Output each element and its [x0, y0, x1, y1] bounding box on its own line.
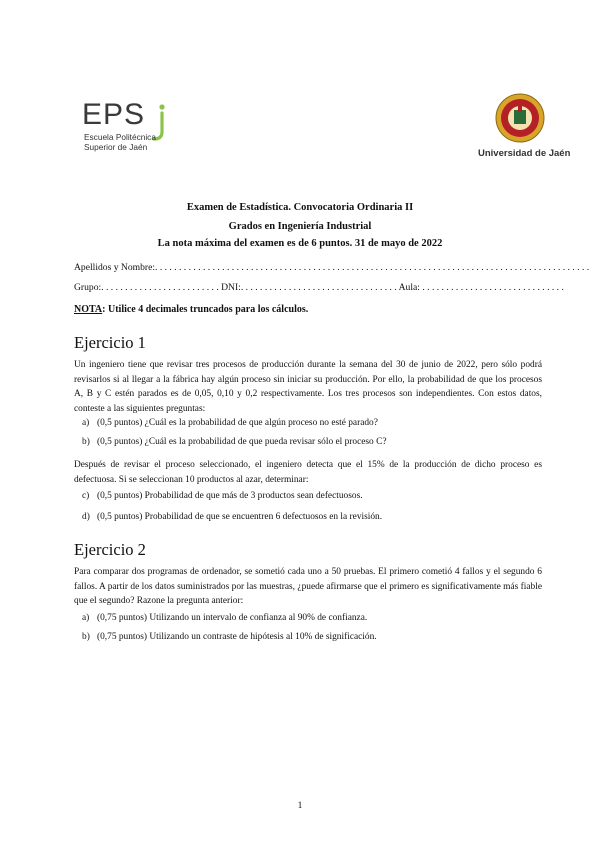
name-dots: . . . . . . . . . . . . . . . . . . . . . . . . . . . . . . . . . . . . . . . . . . . . . . . . . . . . . . . . . . . . . . . . . . . . . . . . . . . . . . . . . . . . . . . . . . . — [155, 262, 590, 273]
dni-dots: . . . . . . . . . . . . . . . . . . . . . . . . . . . . . . . . . — [240, 282, 397, 293]
ejercicio1-item-d — [82, 512, 382, 522]
exam-info: La nota máxima del examen es de 6 puntos. 31 de mayo de 2022 — [157, 238, 443, 249]
eps-acronym: EPS — [82, 98, 146, 131]
item-text: (0,75 puntos) Utilizando un intervalo de confianza al 90% de confianza. — [97, 613, 368, 623]
item-label: b) — [82, 632, 90, 642]
note-label: NOTA — [74, 304, 103, 315]
note — [74, 304, 308, 315]
ejercicio1-item-c — [82, 491, 363, 501]
item-text: (0,5 puntos) Probabilidad de que más de 3 productos sean defectuosos. — [97, 491, 363, 501]
note-text: : Utilice 4 decimales truncados para los cálculos. — [102, 304, 309, 315]
ejercicio1-item-a — [82, 418, 378, 428]
ejercicio1-heading: Ejercicio 1 — [74, 333, 146, 352]
ejercicio2-item-a — [82, 613, 367, 623]
ejercicio1-item-b — [82, 437, 387, 447]
ejercicio2-heading: Ejercicio 2 — [74, 540, 146, 559]
item-text: (0,75 puntos) Utilizando un contraste de hipótesis al 10% de significación. — [97, 632, 377, 642]
uja-name: Universidad de Jaén — [478, 148, 571, 159]
item-label: d) — [82, 512, 90, 522]
item-text: (0,5 puntos) ¿Cuál es la probabilidad de que algún proceso no esté parado? — [97, 418, 378, 428]
name-label: Apellidos y Nombre: — [74, 262, 156, 273]
page-number: 1 — [297, 801, 303, 811]
item-text: (0,5 puntos) ¿Cuál es la probabilidad de que pueda revisar sólo el proceso C? — [97, 437, 387, 447]
ejercicio2-item-b — [82, 632, 377, 642]
exam-title: Examen de Estadística. Convocatoria Ordinaria II — [186, 202, 414, 213]
item-label: b) — [82, 437, 90, 447]
name-line — [74, 262, 590, 273]
ejercicio2-intro: Para comparar dos programas de ordenador, se sometió cada uno a 50 pruebas. El primero cometió 4 fallos y el segundo 6 fallos. A partir de los datos suministrados por las muestras, ¿puede afirmarse que el primero es significativamente más fiable que el segundo? Razone la pregunta anterior: — [74, 567, 542, 606]
group-dots: . . . . . . . . . . . . . . . . . . . . . . . . . — [101, 282, 219, 293]
group-line — [74, 282, 564, 293]
ejercicio1-intro: Un ingeniero tiene que revisar tres procesos de producción durante la semana del 30 de junio de 2022, pero sólo podrá revisarlos si al llegar a la fábrica hay algún proceso sin iniciar su producción. Por ello, la probabilidad de que los procesos A, B y C estén parados es de 0,05, 0,10 y 0,2 respectivamente. Los tres procesos son independientes. Con estos datos, conteste a las siguientes preguntas: — [74, 360, 542, 414]
item-label: a) — [82, 418, 90, 428]
uja-logo — [478, 92, 571, 162]
aula-label: Aula: — [398, 282, 420, 293]
eps-logo — [82, 98, 202, 160]
item-label: c) — [82, 491, 90, 501]
eps-subtitle-2: Superior de Jaén — [84, 142, 148, 152]
uja-seal-icon — [494, 92, 546, 144]
aula-dots: . . . . . . . . . . . . . . . . . . . . . . . . . . . . . . — [419, 282, 564, 293]
item-text: (0,5 puntos) Probabilidad de que se encuentren 6 defectuosos en la revisión. — [97, 512, 383, 522]
dni-label: DNI: — [221, 282, 241, 293]
item-label: a) — [82, 613, 90, 623]
eps-subtitle-1: Escuela Politécnica — [84, 132, 156, 142]
degree-title: Grados en Ingeniería Industrial — [228, 221, 372, 232]
group-label: Grupo: — [74, 282, 102, 293]
ejercicio1-middle: Después de revisar el proceso seleccionado, el ingeniero detecta que el 15% de la producción de dicho proceso es defectuosa. Si se seleccionan 10 productos al azar, determinar: — [74, 460, 542, 485]
